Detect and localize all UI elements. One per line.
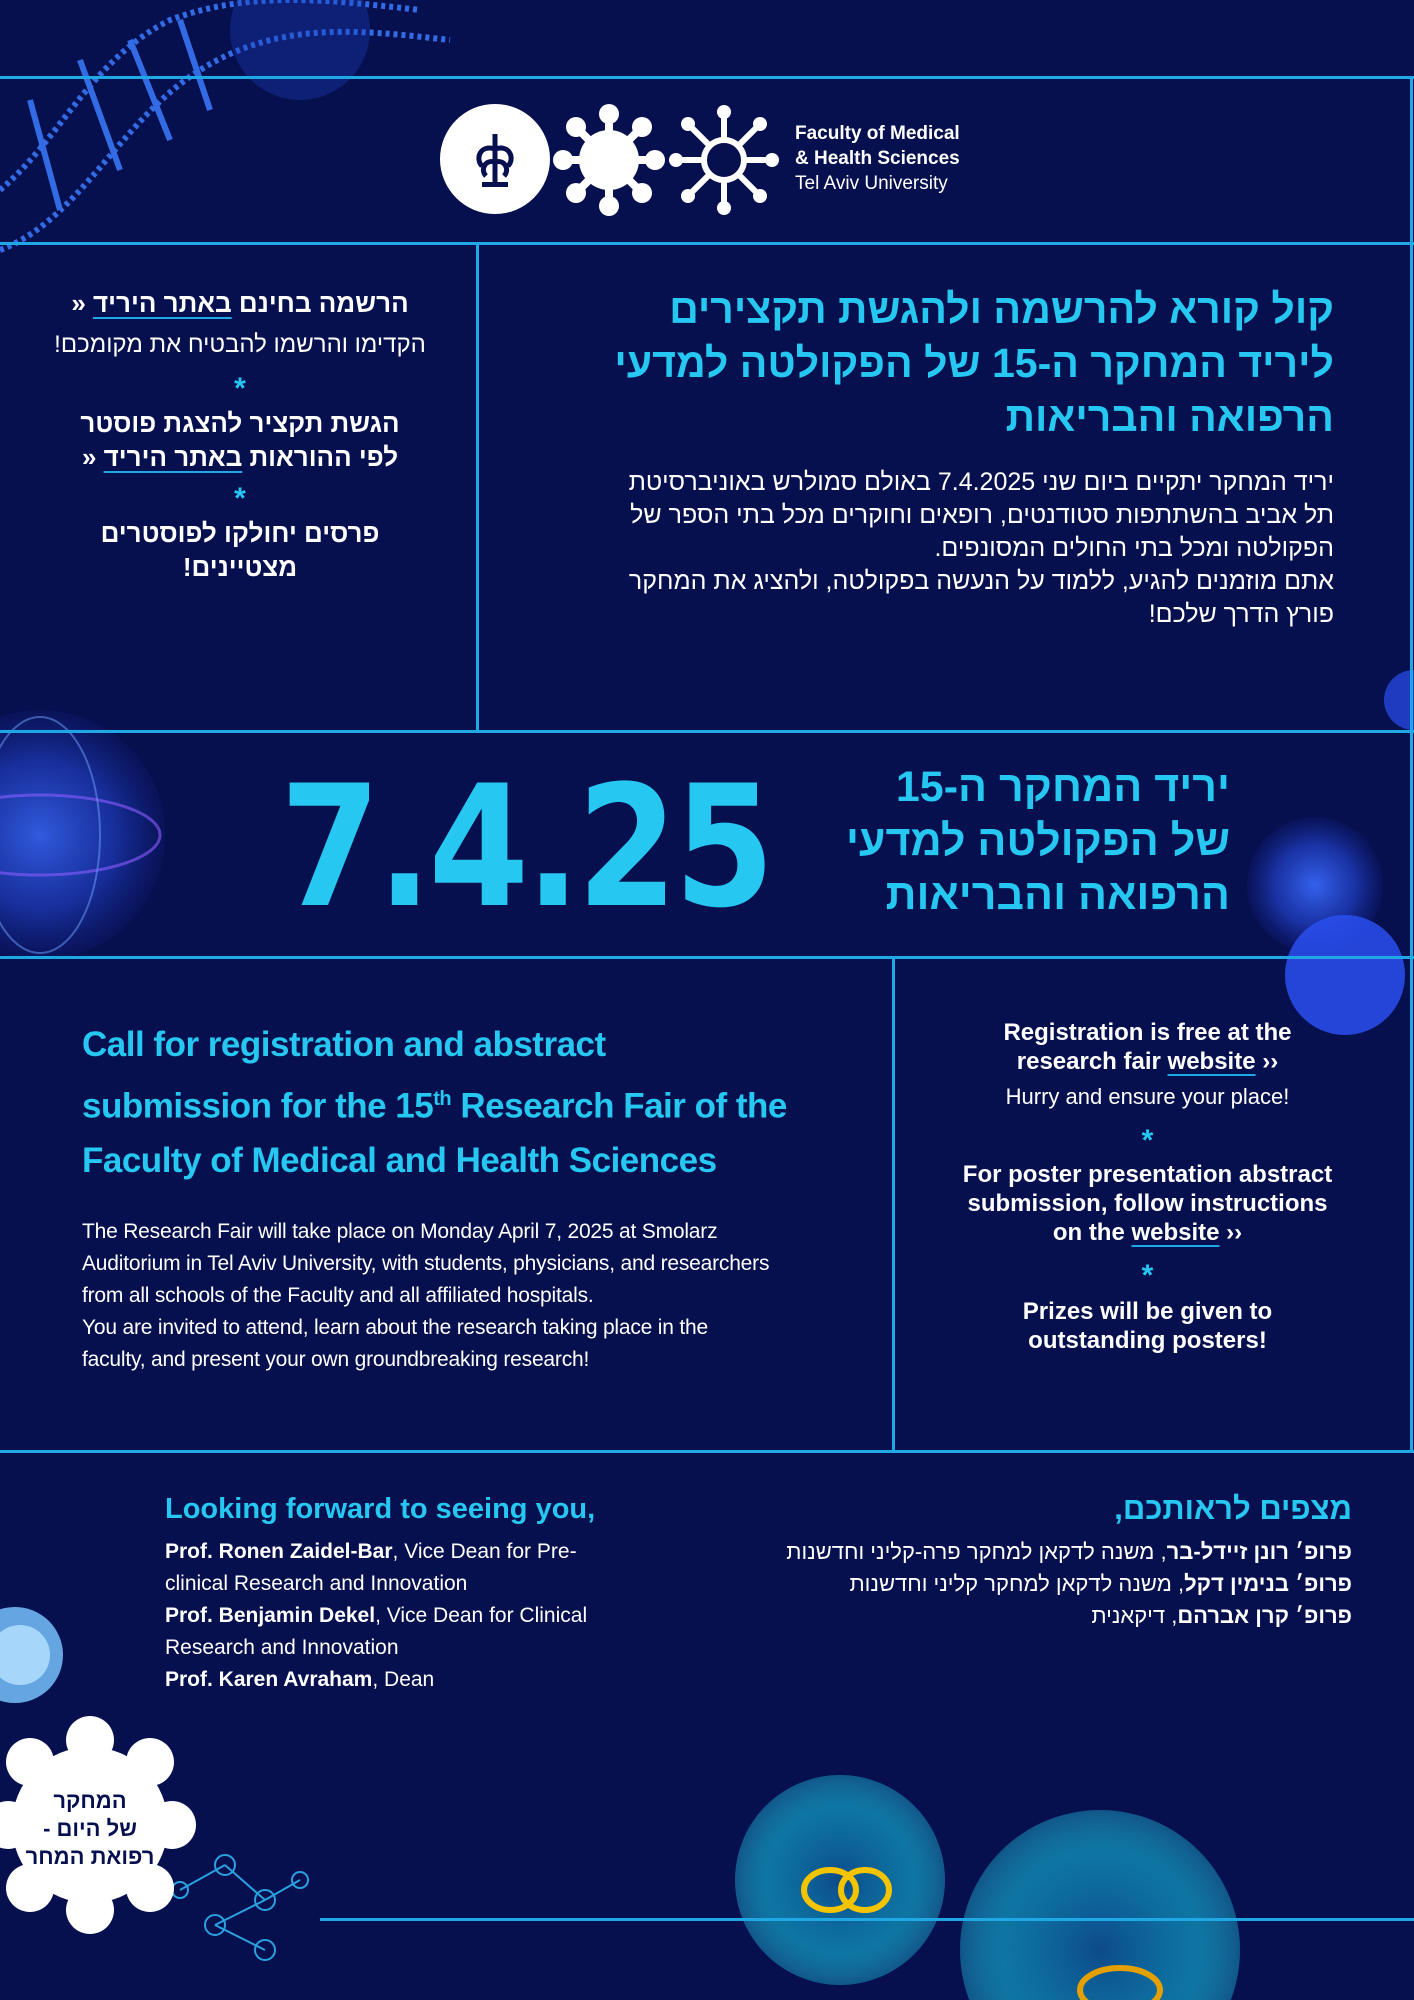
english-signatures — [165, 1488, 685, 1696]
hebrew-title-line: הרפואה והבריאות — [1005, 394, 1334, 440]
badge-line: רפואת המחר — [25, 1844, 155, 1869]
badge-line: של היום - — [43, 1816, 137, 1841]
english-reg-text: research fair — [1016, 1048, 1168, 1075]
english-prizes — [905, 1297, 1390, 1355]
virus-logo-icon — [553, 104, 665, 216]
hebrew-body-line: הפקולטה ומכל בתי החולים המסונפים. — [934, 534, 1334, 562]
separator-star: * — [234, 482, 246, 515]
cell-sphere-icon — [0, 710, 165, 960]
hebrew-call-body — [500, 466, 1334, 631]
hebrew-body-line: תל אביב בהשתתפות סטודנטים, רופאים וחוקרים מכל בתי הספר של — [630, 501, 1334, 529]
hebrew-reg-arrow: « — [71, 288, 86, 318]
separator-star: * — [234, 372, 246, 405]
hebrew-sign-list — [690, 1536, 1352, 1632]
signatory-role: , Vice Dean for Pre- — [392, 1540, 577, 1563]
hebrew-title-line: קול קורא להרשמה ולהגשת תקצירים — [669, 286, 1334, 332]
signatory-name: פרופ׳ רונן זיידל-בר — [1166, 1539, 1352, 1564]
separator-star: * — [1141, 1259, 1154, 1292]
signatory-role: , Vice Dean for Clinical — [375, 1604, 588, 1627]
hebrew-sign-heading: מצפים לראותכם, — [1114, 1491, 1352, 1526]
english-sign-list — [165, 1536, 685, 1696]
band-title-line: הרפואה והבריאות — [885, 871, 1230, 919]
signatory-role: Research and Innovation — [165, 1636, 399, 1659]
english-abstract-website-link[interactable]: website — [1131, 1219, 1220, 1246]
title-text: submission for the 15 — [82, 1086, 434, 1126]
hebrew-abstract — [20, 406, 460, 474]
english-title-line: Call for registration and abstract — [82, 1025, 606, 1064]
signatory-name: Prof. Karen Avraham — [165, 1668, 373, 1691]
english-abstract-text: on the — [1052, 1219, 1132, 1246]
english-body-line: Auditorium in Tel Aviv University, with students, physicians, and researchers — [82, 1251, 770, 1275]
date-band-title — [800, 760, 1230, 922]
signatory-role: clinical Research and Innovation — [165, 1572, 468, 1595]
english-body-line: You are invited to attend, learn about the research taking place in the — [82, 1315, 708, 1339]
english-reg-line: Registration is free at the — [1003, 1019, 1292, 1046]
bottom-cell-icon — [735, 1775, 945, 1985]
signatory-name: Prof. Benjamin Dekel — [165, 1604, 376, 1627]
frame-line-header — [0, 242, 1414, 245]
english-prizes-line: Prizes will be given to — [1022, 1298, 1273, 1325]
english-abstract — [905, 1160, 1390, 1247]
hebrew-body-line: אתם מוזמנים להגיע, ללמוד על הנעשה בפקולטה, ולהציג את המחקר — [628, 567, 1334, 595]
university-name: Tel Aviv University — [795, 173, 948, 194]
english-body-line: from all schools of the Faculty and all affiliated hospitals. — [82, 1283, 594, 1307]
signatory — [165, 1600, 685, 1632]
hebrew-fair-website-link[interactable]: באתר היריד — [93, 288, 232, 318]
signatory-name: Prof. Ronen Zaidel-Bar — [165, 1540, 393, 1563]
english-fair-website-link[interactable]: website — [1167, 1048, 1256, 1075]
signatory-role: , משנה לדקאן למחקר קליני וחדשנות — [849, 1571, 1185, 1596]
separator-star: * — [1141, 1124, 1154, 1157]
title-text: Research Fair of the — [451, 1086, 787, 1126]
title-superscript: th — [433, 1088, 452, 1110]
signatory-name: פרופ׳ בנימין דקל — [1184, 1571, 1352, 1596]
english-reg-sub: Hurry and ensure your place! — [1005, 1084, 1290, 1109]
hebrew-prizes — [20, 516, 460, 584]
signatory — [165, 1664, 685, 1696]
band-title-line: יריד המחקר ה-15 — [895, 763, 1230, 811]
signatory-role: , Dean — [372, 1668, 435, 1691]
dna-helix-icon — [0, 0, 450, 250]
hebrew-prizes-line: מצטיינים! — [182, 552, 298, 582]
signatory — [690, 1568, 1352, 1600]
signatory — [165, 1536, 685, 1568]
tau-emblem-icon — [440, 104, 550, 214]
hebrew-abstract-line: הגשת תקציר להצגת פוסטר — [80, 408, 400, 438]
english-prizes-line: outstanding posters! — [1028, 1327, 1267, 1354]
english-side-section — [905, 1018, 1390, 1355]
band-title-line: של הפקולטה למדעי — [845, 817, 1230, 865]
hebrew-call-title — [500, 282, 1334, 444]
signatory-name: פרופ׳ קרן אברהם — [1177, 1603, 1352, 1628]
english-title-line — [82, 1072, 882, 1134]
english-sign-heading: Looking forward to seeing you, — [165, 1493, 596, 1525]
hebrew-abstract-website-link[interactable]: באתר היריד — [103, 442, 243, 472]
faculty-line2: & Health Sciences — [795, 148, 960, 169]
frame-line-bottom — [320, 1918, 1414, 1921]
hebrew-title-line: ליריד המחקר ה-15 של הפקולטה למדעי — [614, 340, 1334, 386]
hebrew-prizes-line: פרסים יחולקו לפוסטרים — [100, 518, 380, 548]
hebrew-reg-sub: הקדימו והרשמו להבטיח את מקומכם! — [54, 331, 426, 358]
english-title-line: Faculty of Medical and Health Sciences — [82, 1140, 717, 1180]
english-call-section — [82, 1018, 882, 1376]
english-abstract-line: submission, follow instructions — [967, 1190, 1328, 1217]
english-call-title — [82, 1018, 882, 1188]
badge-text — [0, 1787, 180, 1871]
hebrew-abstract-text: לפי ההוראות — [242, 442, 399, 472]
frame-line-band-top — [0, 730, 1414, 733]
signatory-role: , משנה לדקאן למחקר פרה-קליני וחדשנות — [786, 1539, 1167, 1564]
english-reg-arrow: ›› — [1255, 1048, 1279, 1075]
signatory — [690, 1536, 1352, 1568]
hebrew-side-section — [20, 286, 460, 584]
english-abstract-line: For poster presentation abstract — [962, 1161, 1333, 1188]
badge-line: המחקר — [53, 1788, 127, 1813]
english-body-line: The Research Fair will take place on Monday April 7, 2025 at Smolarz — [82, 1219, 718, 1243]
frame-vline-hebrew — [476, 244, 479, 730]
hebrew-call-section — [500, 282, 1334, 631]
hebrew-signatures — [690, 1488, 1352, 1632]
hebrew-registration — [20, 286, 460, 320]
english-abstract-arrow: ›› — [1219, 1219, 1243, 1246]
hebrew-reg-text: הרשמה בחינם — [231, 288, 409, 318]
frame-vline-english — [892, 958, 895, 1450]
signatory-role: , דיקאנית — [1091, 1603, 1178, 1628]
faculty-line1: Faculty of Medical — [795, 123, 960, 144]
english-body-line: faculty, and present your own groundbreaking research! — [82, 1347, 590, 1371]
signatory — [690, 1600, 1352, 1632]
hebrew-body-line: פורץ הדרך שלכם! — [1148, 600, 1334, 628]
hebrew-body-line: יריד המחקר יתקיים ביום שני 7.4.2025 באולם סמולרש באוניברסיטת — [628, 468, 1334, 496]
frame-line-top — [0, 76, 1414, 79]
faculty-wordmark — [795, 121, 960, 196]
molecule-logo-icon — [668, 104, 780, 216]
frame-line-english — [0, 1450, 1414, 1453]
english-registration — [905, 1018, 1390, 1076]
frame-vline-right — [1410, 76, 1413, 1451]
hebrew-abstract-arrow: « — [81, 442, 97, 472]
english-call-body — [82, 1216, 882, 1376]
fair-date: 7.4.25 — [280, 749, 772, 945]
frame-line-band-bottom — [0, 956, 1414, 959]
